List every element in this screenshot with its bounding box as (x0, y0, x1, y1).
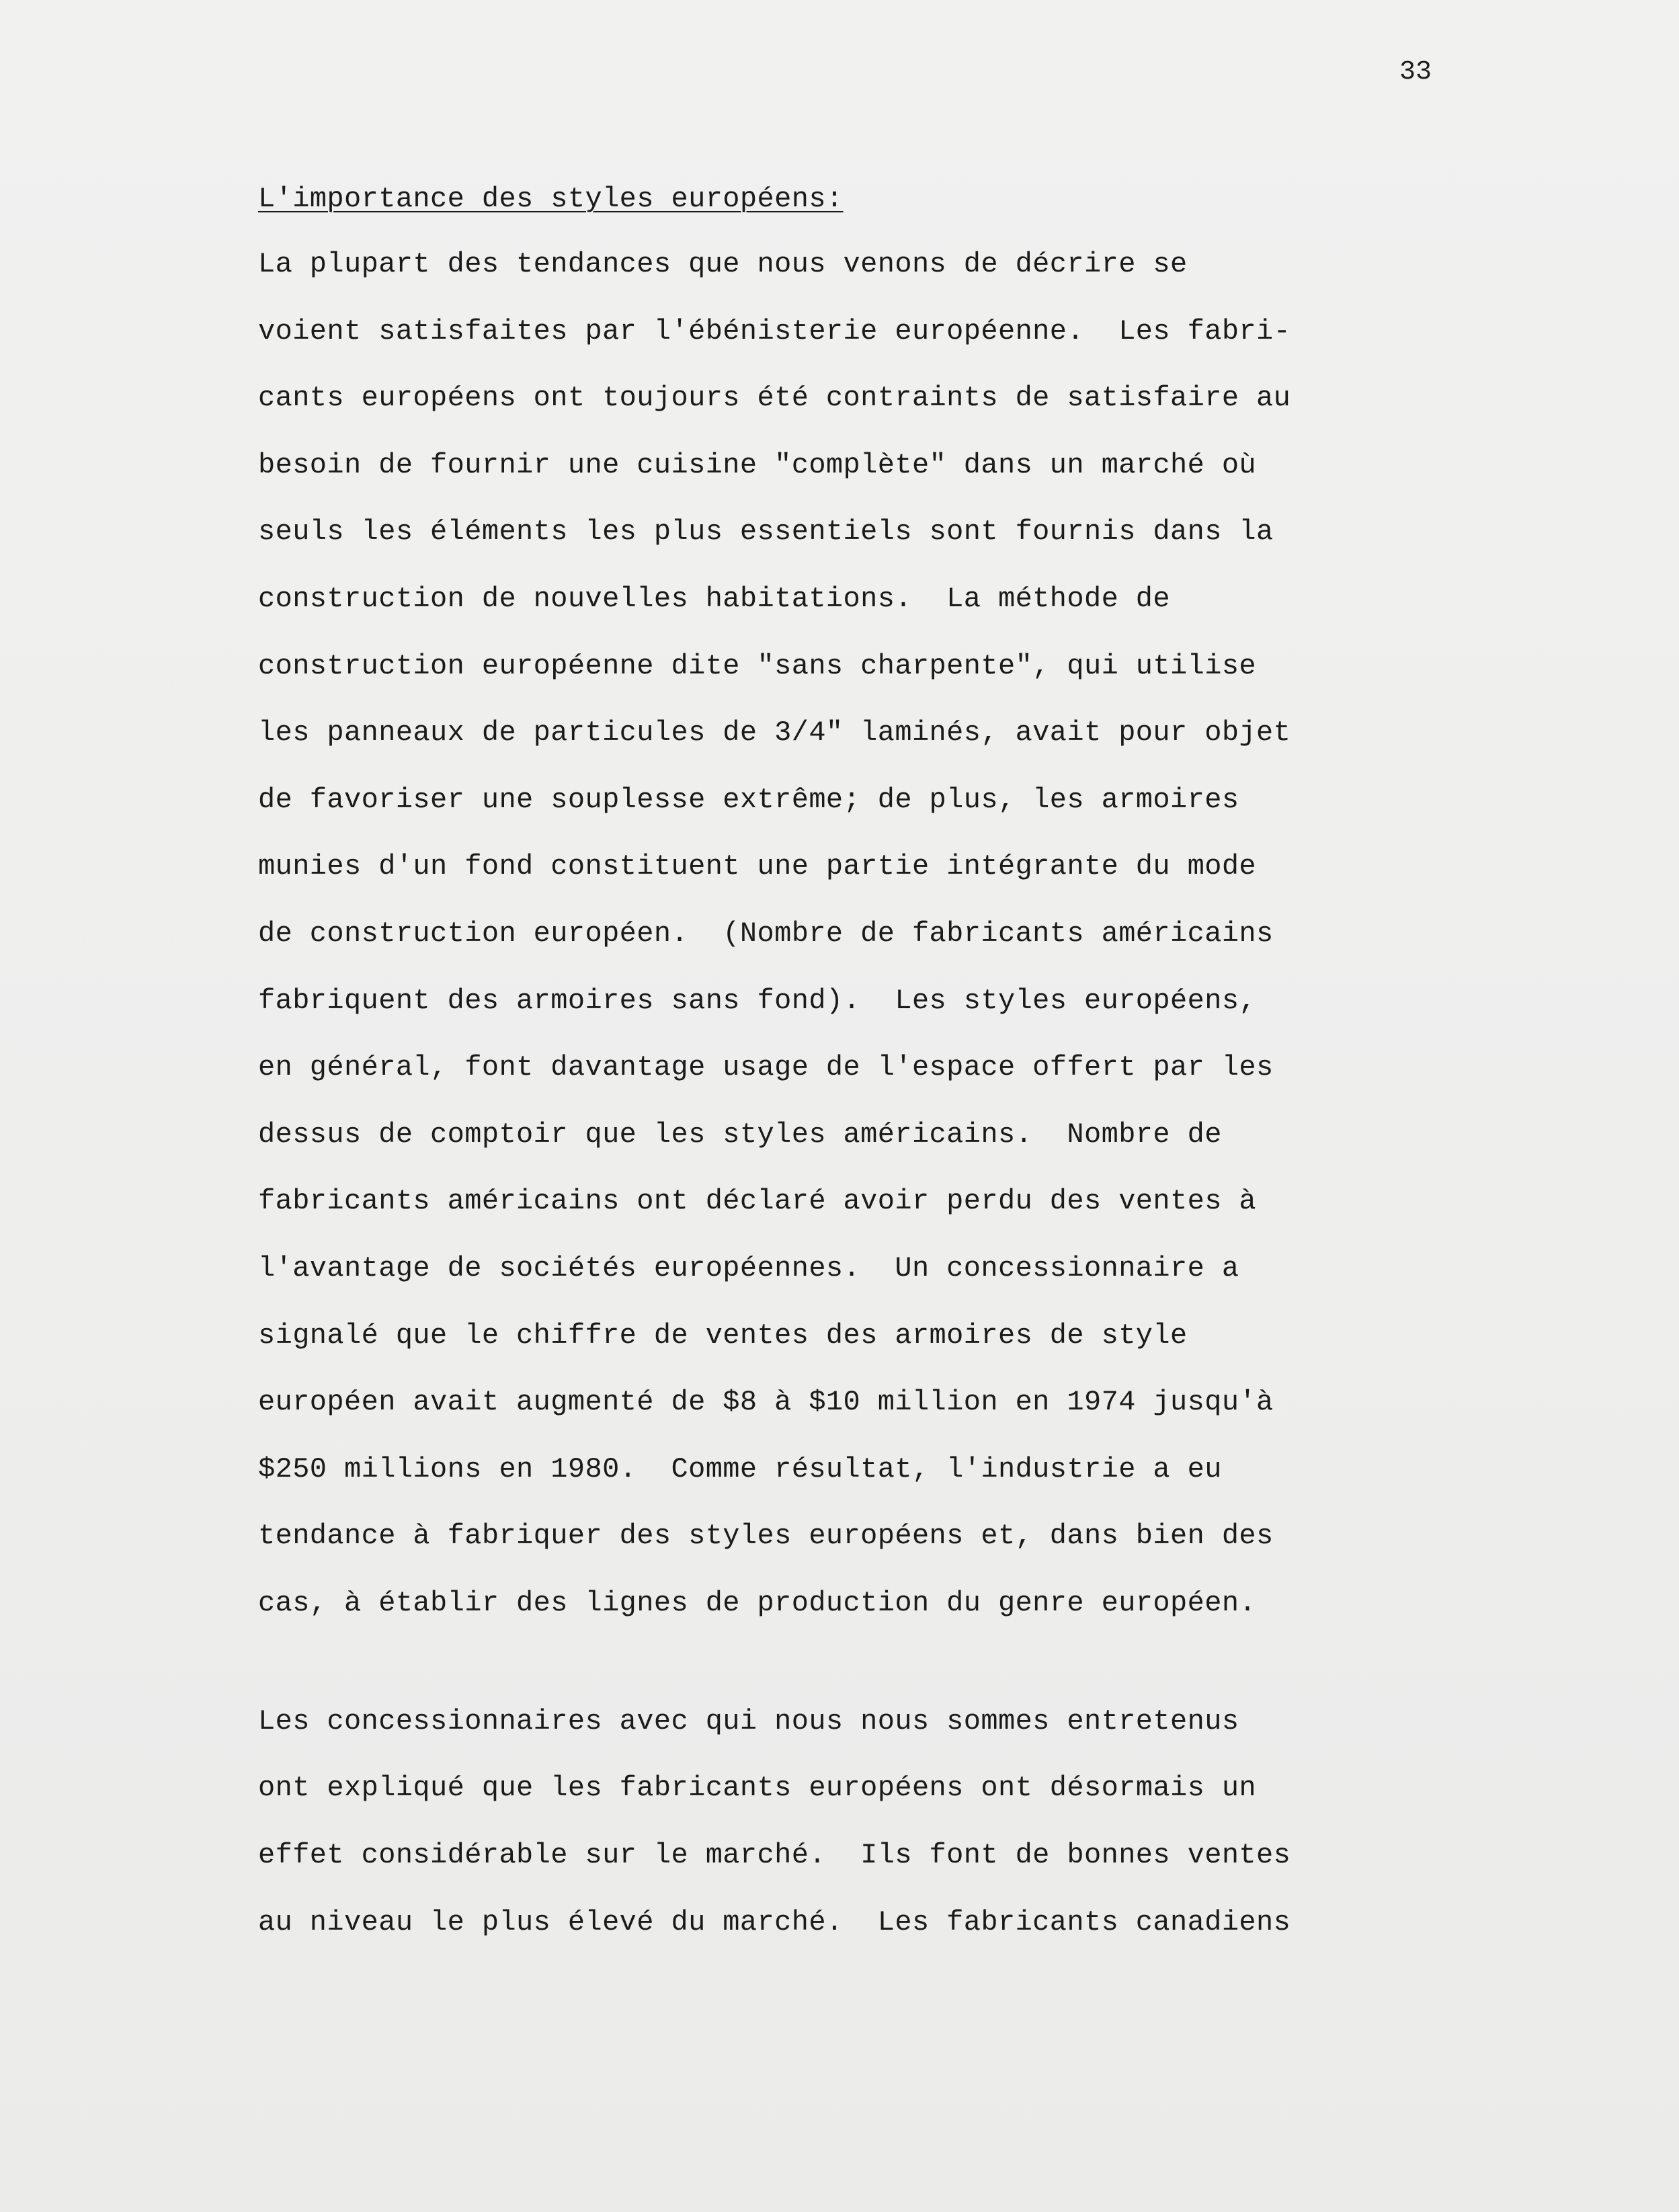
paragraph-line: munies d'un fond constituent une partie intégrante du mode (258, 850, 1257, 883)
paragraph-line: de favoriser une souplesse extrême; de plus, les armoires (258, 783, 1239, 816)
paragraph-line: besoin de fournir une cuisine "complète" dans un marché où (258, 448, 1257, 481)
paragraph-line: l'avantage de sociétés européennes. Un concessionnaire a (258, 1252, 1239, 1284)
page-number: 33 (1399, 57, 1432, 87)
paragraph-line: Les concessionnaires avec qui nous nous sommes entretenus (258, 1705, 1239, 1737)
paragraph-line: $250 millions en 1980. Comme résultat, l'industrie a eu (258, 1452, 1222, 1485)
paragraph-line: construction européenne dite "sans charpente", qui utilise (258, 649, 1257, 682)
paragraph-line: fabricants américains ont déclaré avoir perdu des ventes à (258, 1185, 1257, 1218)
paragraph-1 (258, 247, 1468, 1620)
paragraph-line: seuls les éléments les plus essentiels sont fournis dans la (258, 516, 1274, 548)
paragraph-line: ont expliqué que les fabricants européens ont désormais un (258, 1772, 1257, 1805)
paragraph-line: cants européens ont toujours été contraints de satisfaire au (258, 382, 1291, 415)
paragraph-line: signalé que le chiffre de ventes des armoires de style (258, 1319, 1188, 1352)
paragraph-line: de construction européen. (Nombre de fabricants américains (258, 917, 1274, 950)
paragraph-2 (258, 1705, 1468, 1939)
document-body (258, 183, 1468, 1972)
paragraph-line: La plupart des tendances que nous venons de décrire se (258, 248, 1188, 280)
paragraph-line: européen avait augmenté de $8 à $10 million en 1974 jusqu'à (258, 1386, 1274, 1419)
paragraph-line: fabriquent des armoires sans fond). Les styles européens, (258, 984, 1257, 1017)
paragraph-line: effet considérable sur le marché. Ils font de bonnes ventes (258, 1839, 1291, 1872)
section-heading: L'importance des styles européens: (258, 183, 844, 215)
paragraph-line: les panneaux de particules de 3/4" laminés, avait pour objet (258, 716, 1291, 749)
paragraph-line: construction de nouvelles habitations. La méthode de (258, 582, 1171, 615)
paragraph-line: voient satisfaites par l'ébénisterie européenne. Les fabri- (258, 315, 1291, 347)
paragraph-line: cas, à établir des lignes de production du genre européen. (258, 1586, 1257, 1619)
paragraph-line: en général, font davantage usage de l'espace offert par les (258, 1051, 1274, 1084)
paragraph-line: dessus de comptoir que les styles américains. Nombre de (258, 1118, 1222, 1151)
paragraph-line: au niveau le plus élevé du marché. Les fabricants canadiens (258, 1906, 1291, 1938)
paragraph-line: tendance à fabriquer des styles européens et, dans bien des (258, 1520, 1274, 1553)
